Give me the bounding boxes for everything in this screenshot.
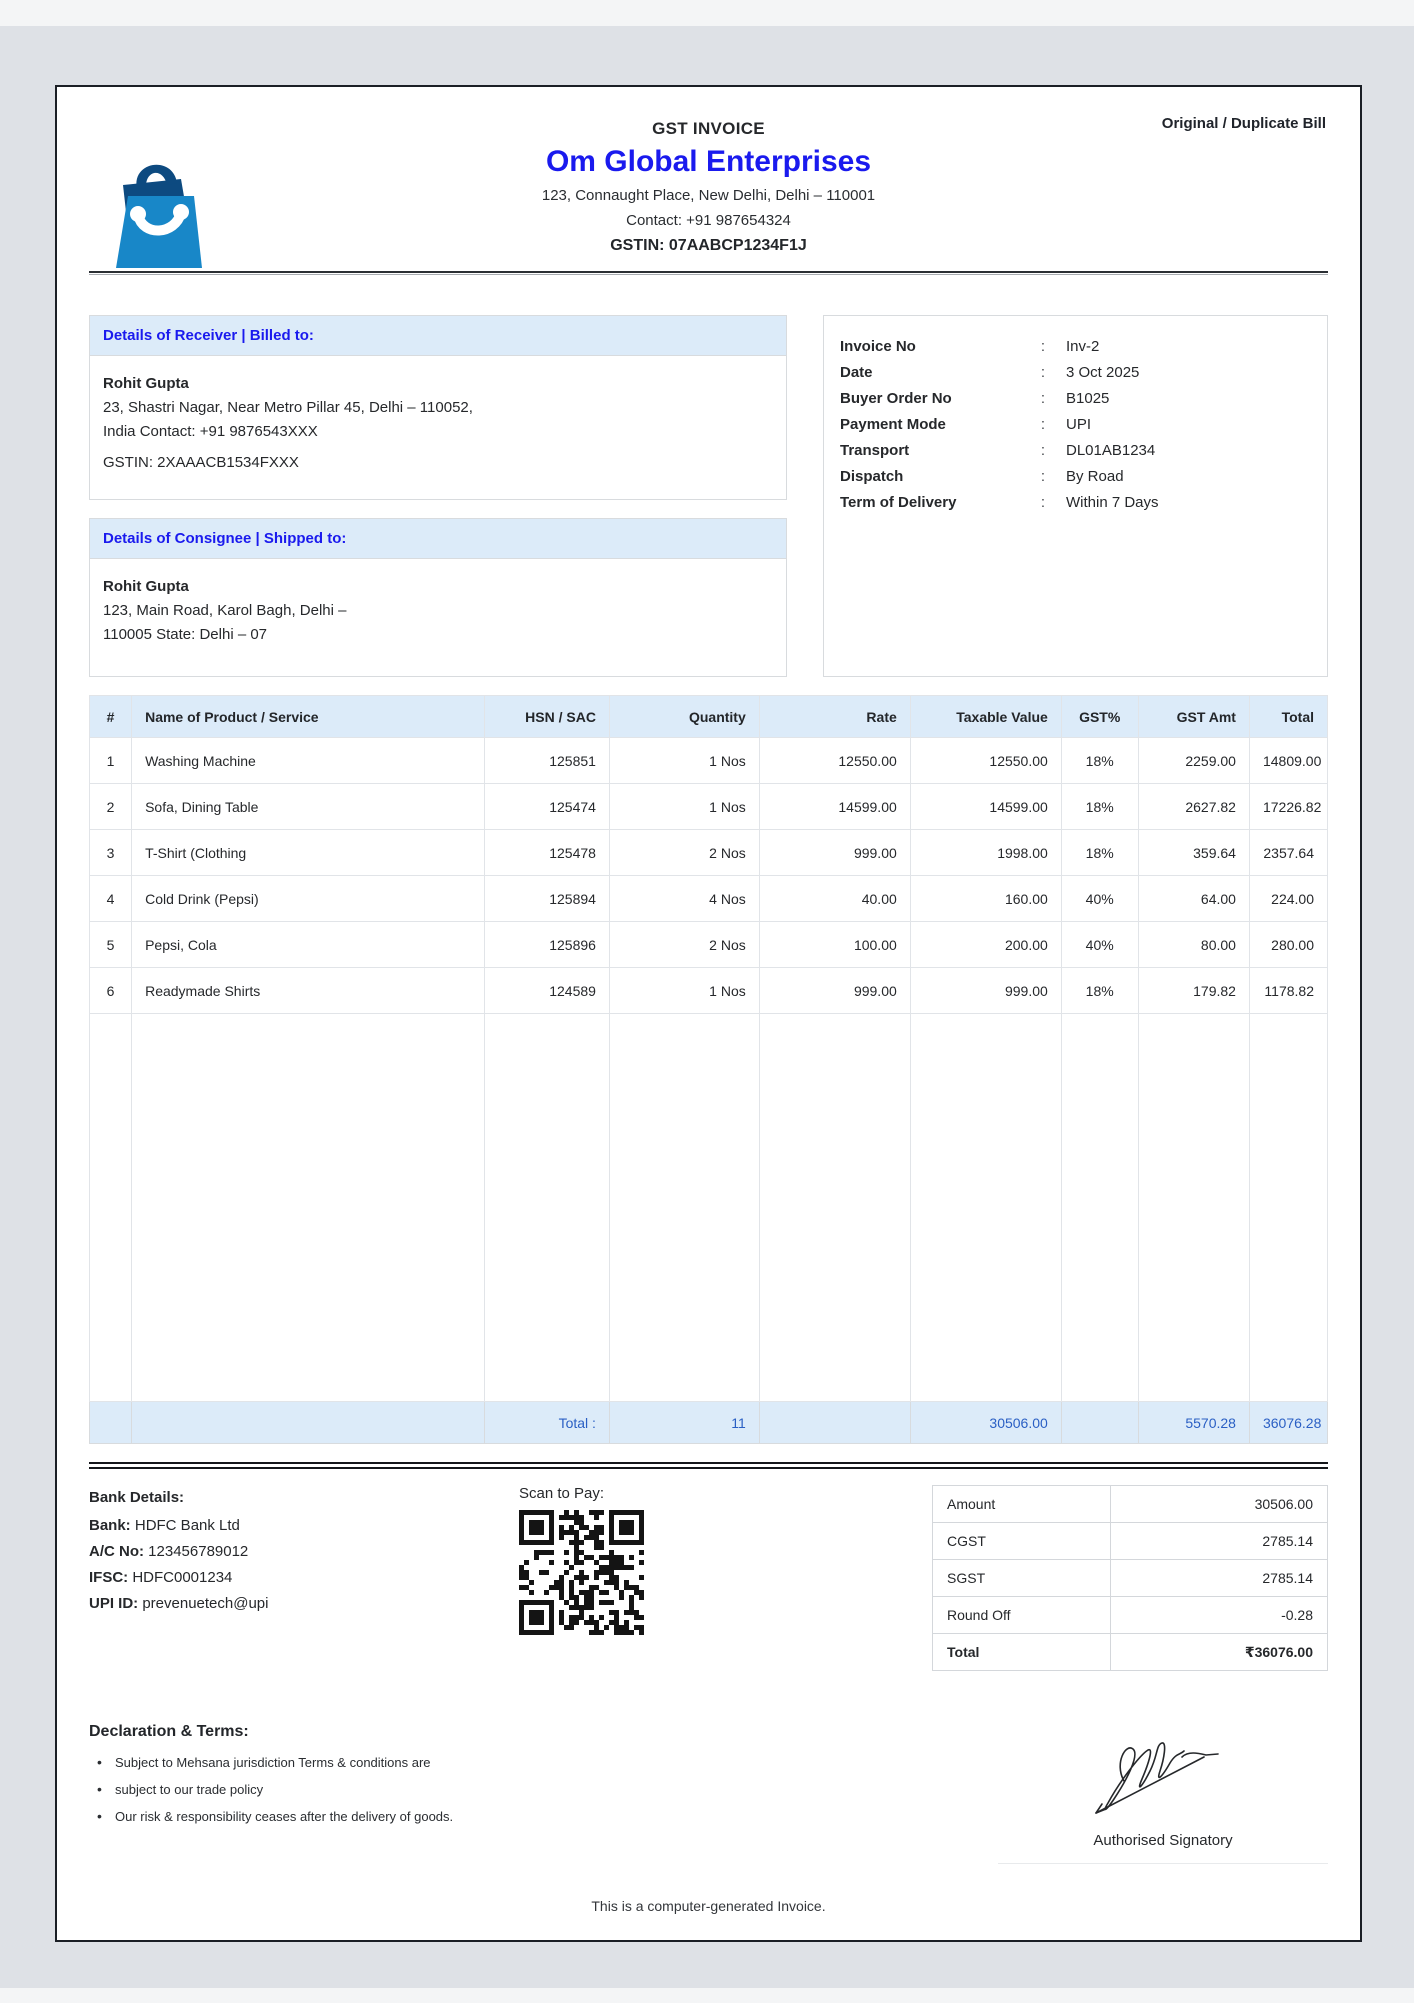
summary-value: 30506.00 [1110,1486,1327,1523]
item-taxable-value: 160.00 [910,876,1061,922]
meta-colon: : [1040,468,1046,485]
receiver-address-line1: 23, Shastri Nagar, Near Metro Pillar 45, Delhi – 110052, [103,399,473,416]
invoice-meta-row [840,464,1311,490]
summary-row [933,1560,1328,1597]
col-header-quantity: Quantity [609,696,759,738]
declaration-bullet: • subject to our trade policy [89,1782,849,1797]
col-header-taxable-value: Taxable Value [910,696,1061,738]
summary-row [933,1597,1328,1634]
item-quantity: 1 Nos [609,968,759,1014]
meta-colon: : [1040,416,1046,433]
summary-label: SGST [933,1560,1111,1597]
meta-label: Term of Delivery [840,494,957,511]
item-row [90,784,1328,830]
item-quantity: 2 Nos [609,830,759,876]
meta-colon: : [1040,442,1046,459]
col-header-total: Total [1249,696,1327,738]
summary-label: CGST [933,1523,1111,1560]
meta-label: Date [840,364,873,381]
invoice-meta-box [823,315,1328,677]
col-header-gst-percent: GST% [1061,696,1138,738]
consignee-name: Rohit Gupta [103,578,189,595]
bank-detail-line [89,1565,519,1591]
items-total-row [90,1402,1328,1444]
company-address: 123, Connaught Place, New Delhi, Delhi – 110001 [541,187,876,204]
declaration-bullet: • Subject to Mehsana jurisdiction Terms & conditions are [89,1755,849,1770]
meta-value: DL01AB1234 [1066,442,1156,459]
summary-value: 2785.14 [1110,1560,1327,1597]
items-table [89,695,1328,1444]
meta-value: Inv-2 [1066,338,1100,355]
item-total: 1178.82 [1249,968,1327,1014]
item-index: 6 [90,968,132,1014]
doc-type-title: GST INVOICE [652,119,765,138]
summary-total-value: ₹36076.00 [1110,1634,1327,1671]
invoice-meta-row [840,412,1311,438]
item-hsn-sac: 125474 [484,784,609,830]
summary-row [933,1486,1328,1523]
item-total: 14809.00 [1249,738,1327,784]
page-margin [0,26,1414,85]
summary-value: -0.28 [1110,1597,1327,1634]
bank-detail-value: prevenuetech@upi [138,1595,269,1612]
authorised-signatory-label: Authorised Signatory [1093,1832,1233,1849]
declaration-bullet: • Our risk & responsibility ceases after the delivery of goods. [89,1809,849,1824]
item-row [90,738,1328,784]
item-gst-percent: 18% [1061,830,1138,876]
item-total: 2357.64 [1249,830,1327,876]
item-hsn-sac: 125851 [484,738,609,784]
item-hsn-sac: 125896 [484,922,609,968]
parties-section [89,315,1328,677]
item-quantity: 1 Nos [609,784,759,830]
header-divider [89,271,1328,275]
scan-to-pay-label: Scan to Pay: [519,1485,605,1502]
item-index: 5 [90,922,132,968]
item-index: 1 [90,738,132,784]
item-gst-amt: 80.00 [1138,922,1249,968]
item-gst-amt: 2259.00 [1138,738,1249,784]
items-header-row [90,696,1328,738]
bank-detail-value: HDFC Bank Ltd [130,1517,240,1534]
item-gst-amt: 64.00 [1138,876,1249,922]
col-header-rate: Rate [759,696,910,738]
item-quantity: 2 Nos [609,922,759,968]
declaration-title: Declaration & Terms: [89,1723,249,1740]
item-total: 280.00 [1249,922,1327,968]
consignee-address-line1: 123, Main Road, Karol Bagh, Delhi – [103,602,347,619]
item-gst-percent: 18% [1061,784,1138,830]
meta-value: Within 7 Days [1066,494,1159,511]
receiver-name: Rohit Gupta [103,375,189,392]
item-row [90,830,1328,876]
signature-block [998,1723,1328,1864]
col-header-product-name: Name of Product / Service [132,696,485,738]
meta-value: B1025 [1066,390,1110,407]
invoice-meta-row [840,386,1311,412]
receiver-title: Details of Receiver | Billed to: [90,316,786,356]
item-row [90,922,1328,968]
item-index: 4 [90,876,132,922]
qr-code [519,1510,644,1635]
item-gst-percent: 40% [1061,876,1138,922]
item-gst-percent: 18% [1061,738,1138,784]
meta-colon: : [1040,494,1046,511]
item-rate: 12550.00 [759,738,910,784]
item-hsn-sac: 125478 [484,830,609,876]
item-rate: 14599.00 [759,784,910,830]
invoice-meta-row [840,360,1311,386]
items-total-label: Total : [484,1402,609,1444]
item-total: 17226.82 [1249,784,1327,830]
signature-scribble [1078,1723,1248,1828]
bank-detail-label: IFSC: [89,1569,129,1586]
receiver-address-line2: India Contact: +91 9876543XXX [103,423,318,440]
item-product-name: Cold Drink (Pepsi) [132,876,485,922]
item-rate: 999.00 [759,830,910,876]
summary-total-label: Total [933,1634,1111,1671]
item-gst-amt: 179.82 [1138,968,1249,1014]
bank-details-title: Bank Details: [89,1489,185,1506]
receiver-box [89,315,787,500]
bank-detail-line [89,1591,519,1617]
item-quantity: 1 Nos [609,738,759,784]
item-hsn-sac: 125894 [484,876,609,922]
invoice-page [55,85,1362,1942]
bank-detail-value: 123456789012 [144,1543,249,1560]
item-rate: 100.00 [759,922,910,968]
shopping-bag-logo-icon [101,143,213,275]
item-rate: 999.00 [759,968,910,1014]
summary-total-row [933,1634,1328,1671]
page-bottom-strip [0,1988,1414,2003]
page-margin-bottom [0,1942,1414,1988]
items-total-amount: 36076.28 [1249,1402,1327,1444]
item-product-name: Washing Machine [132,738,485,784]
bank-detail-label: Bank: [89,1517,131,1534]
invoice-meta-row [840,334,1311,360]
item-row [90,876,1328,922]
items-total-gst-amt: 5570.28 [1138,1402,1249,1444]
invoice-meta-row [840,438,1311,464]
table-bottom-divider [89,1462,1328,1469]
scan-to-pay [519,1485,849,1671]
item-product-name: T-Shirt (Clothing [132,830,485,876]
meta-value: UPI [1066,416,1092,433]
item-taxable-value: 999.00 [910,968,1061,1014]
item-product-name: Readymade Shirts [132,968,485,1014]
meta-colon: : [1040,390,1046,407]
col-header-gst-amt: GST Amt [1138,696,1249,738]
bank-detail-line [89,1513,519,1539]
col-header-hsn-sac: HSN / SAC [484,696,609,738]
item-index: 3 [90,830,132,876]
meta-value: By Road [1066,468,1124,485]
payment-section [89,1485,1328,1671]
bank-detail-label: UPI ID: [89,1595,139,1612]
item-gst-amt: 2627.82 [1138,784,1249,830]
consignee-address-line2: 110005 State: Delhi – 07 [103,626,268,643]
page-top-strip [0,0,1414,26]
bank-detail-value: HDFC0001234 [128,1569,233,1586]
company-name: Om Global Enterprises [545,145,872,178]
item-taxable-value: 12550.00 [910,738,1061,784]
item-row [90,968,1328,1014]
bill-copy-tag: Original / Duplicate Bill [1161,115,1326,132]
item-product-name: Sofa, Dining Table [132,784,485,830]
company-gstin: GSTIN: 07AABCP1234F1J [610,237,807,254]
consignee-box [89,518,787,677]
meta-label: Buyer Order No [840,390,952,407]
item-total: 224.00 [1249,876,1327,922]
summary-value: 2785.14 [1110,1523,1327,1560]
summary-label: Amount [933,1486,1111,1523]
item-hsn-sac: 124589 [484,968,609,1014]
receiver-gstin: GSTIN: 2XAAACB1534FXXX [103,454,299,471]
consignee-title: Details of Consignee | Shipped to: [90,519,786,559]
meta-value: 3 Oct 2025 [1066,364,1140,381]
item-product-name: Pepsi, Cola [132,922,485,968]
bank-detail-label: A/C No: [89,1543,144,1560]
meta-label: Payment Mode [840,416,946,433]
invoice-meta-row [840,490,1311,516]
item-taxable-value: 200.00 [910,922,1061,968]
company-contact: Contact: +91 987654324 [626,212,791,229]
invoice-header [89,109,1328,255]
items-total-taxable-value: 30506.00 [910,1402,1061,1444]
col-header-index: # [90,696,132,738]
meta-colon: : [1040,364,1046,381]
meta-label: Dispatch [840,468,904,485]
computer-generated-note: This is a computer-generated Invoice. [591,1898,826,1914]
item-rate: 40.00 [759,876,910,922]
meta-label: Invoice No [840,338,916,355]
bank-detail-line [89,1539,519,1565]
item-gst-percent: 18% [1061,968,1138,1014]
meta-colon: : [1040,338,1046,355]
item-taxable-value: 1998.00 [910,830,1061,876]
items-empty-filler-row [90,1014,1328,1402]
item-quantity: 4 Nos [609,876,759,922]
summary-label: Round Off [933,1597,1111,1634]
item-index: 2 [90,784,132,830]
meta-label: Transport [840,442,910,459]
bank-details [89,1485,519,1671]
declaration-section [89,1723,1328,1864]
items-total-quantity: 11 [609,1402,759,1444]
item-taxable-value: 14599.00 [910,784,1061,830]
item-gst-amt: 359.64 [1138,830,1249,876]
item-gst-percent: 40% [1061,922,1138,968]
summary-row [933,1523,1328,1560]
tax-summary [932,1485,1328,1671]
